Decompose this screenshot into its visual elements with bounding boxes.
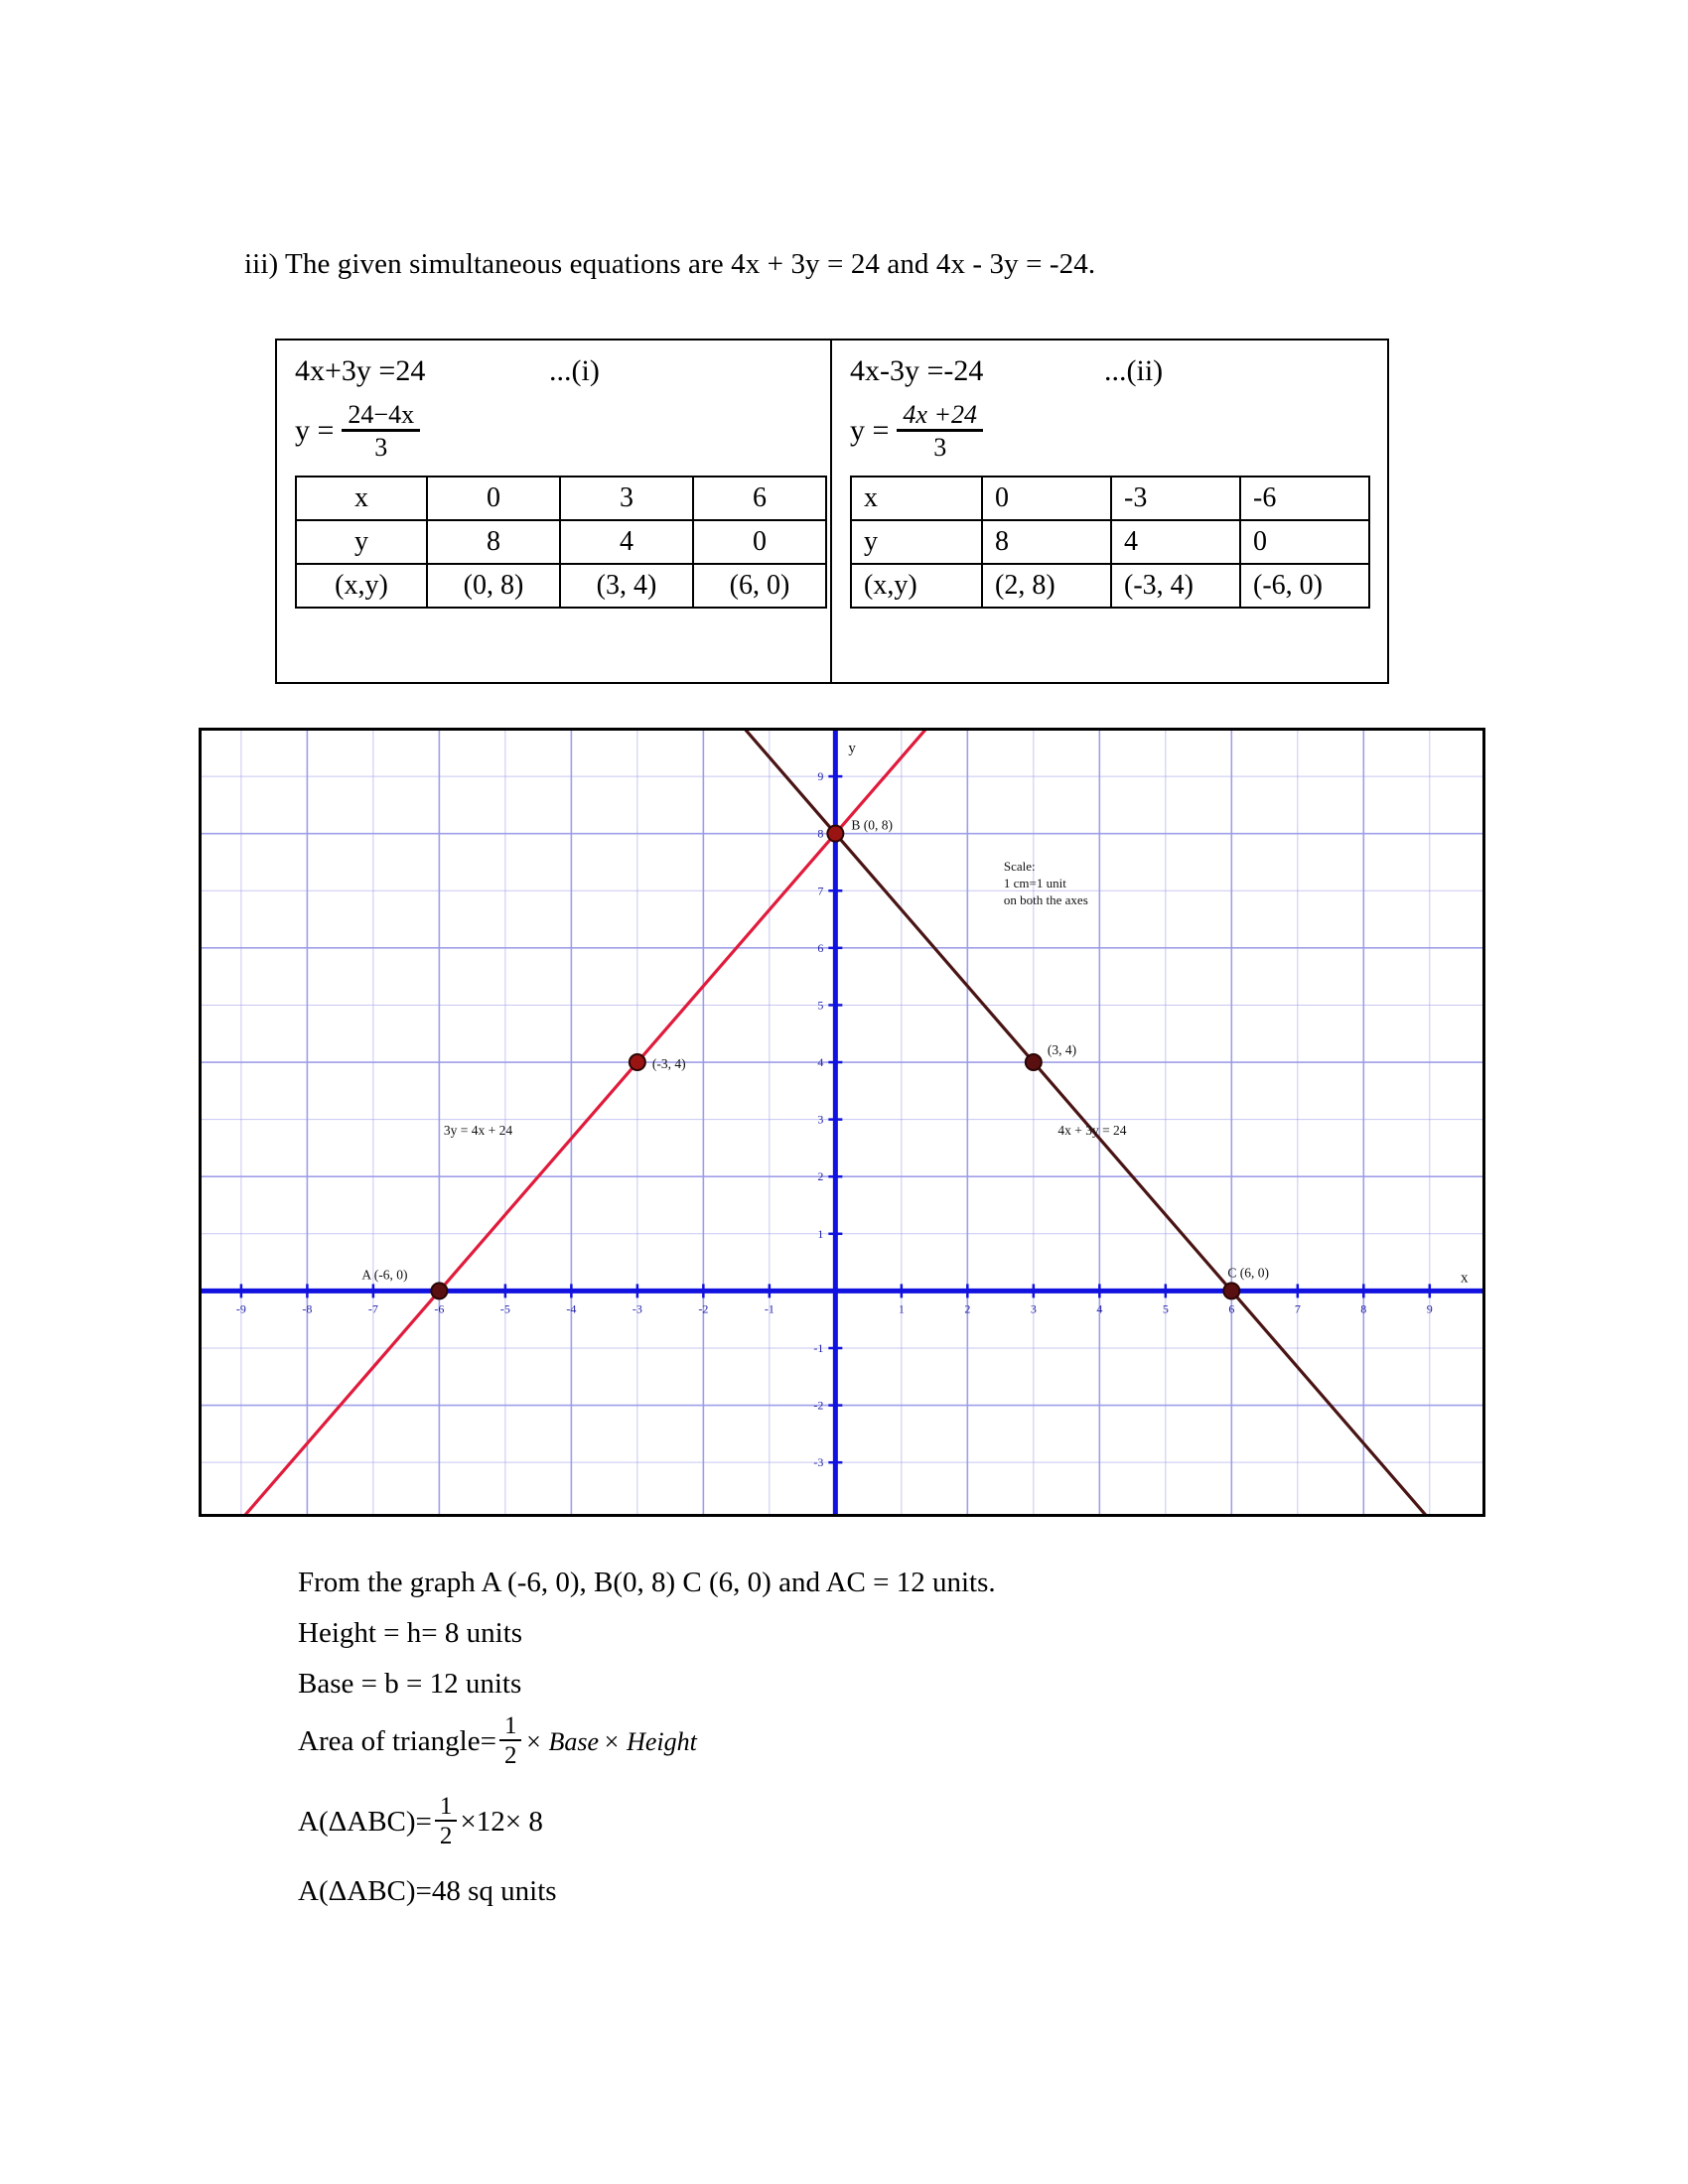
svg-text:4: 4: [1096, 1301, 1103, 1316]
conclusion-block: [298, 1567, 1390, 1926]
svg-text:6: 6: [1228, 1301, 1235, 1316]
data-point: [827, 826, 843, 842]
cell: (x,y): [851, 564, 982, 608]
svg-text:5: 5: [1162, 1301, 1169, 1316]
svg-text:8: 8: [1360, 1301, 1367, 1316]
svg-text:3: 3: [817, 1112, 824, 1127]
scale-note-line: on both the axes: [1003, 892, 1088, 908]
area-formula-fraction: [499, 1713, 522, 1768]
cell: 0: [982, 477, 1111, 520]
intro-statement: iii) The given simultaneous equations are 4x + 3y = 24 and 4x - 3y = -24.: [244, 248, 1096, 280]
svg-text:8: 8: [817, 826, 824, 841]
svg-text:7: 7: [1294, 1301, 1301, 1316]
table-row: [296, 477, 826, 520]
cell: (6, 0): [693, 564, 826, 608]
cell: 6: [693, 477, 826, 520]
area-substitution-label: A(ΔABC)=: [298, 1806, 432, 1838]
graph-annotations: [361, 818, 1269, 1283]
annotation-label: (3, 4): [1047, 1042, 1077, 1058]
svg-text:3: 3: [1030, 1301, 1037, 1316]
data-point: [630, 1054, 645, 1070]
equation-i-lhs: y =: [295, 414, 335, 447]
area-formula-height-term: × Height: [603, 1726, 697, 1756]
table-row: [296, 520, 826, 564]
svg-text:-1: -1: [813, 1340, 824, 1355]
svg-text:6: 6: [817, 940, 824, 955]
area-formula-label: Area of triangle=: [298, 1725, 496, 1757]
value-table-ii: [850, 476, 1370, 609]
table-row: [296, 564, 826, 608]
equation-panel-i: [277, 341, 832, 682]
svg-text:1: 1: [898, 1301, 905, 1316]
height-line: Height = h= 8 units: [298, 1617, 523, 1649]
equation-ii-tag: ...(ii): [1104, 354, 1164, 387]
svg-text:9: 9: [1426, 1301, 1433, 1316]
data-point: [1026, 1054, 1042, 1070]
data-point: [1223, 1283, 1239, 1298]
equation-ii-text: 4x-3y =-24: [850, 354, 984, 387]
equation-i-numerator: 24−4x: [342, 401, 420, 432]
base-line: Base = b = 12 units: [298, 1668, 522, 1700]
equation-ii-numerator: 4x +24: [897, 401, 983, 432]
svg-text:4: 4: [817, 1055, 824, 1070]
svg-text:2: 2: [817, 1169, 824, 1184]
svg-text:-8: -8: [302, 1301, 313, 1316]
equation-ii-denominator: 3: [933, 433, 947, 462]
equation-i-fraction: [342, 401, 420, 461]
annotation-label: (-3, 4): [651, 1056, 686, 1072]
equation-i-denominator: 3: [374, 433, 388, 462]
y-axis-label: y: [848, 741, 856, 756]
svg-text:7: 7: [817, 884, 824, 898]
svg-text:5: 5: [817, 998, 824, 1013]
x-axis-label: x: [1461, 1270, 1469, 1287]
annotation-label: B (0, 8): [851, 817, 893, 833]
equation-ii-header: [850, 354, 1369, 388]
annotation-label: 4x + 3y = 24: [1057, 1123, 1127, 1139]
cell: 0: [1240, 520, 1369, 564]
svg-text:-1: -1: [764, 1301, 774, 1316]
cell: y: [296, 520, 427, 564]
annotation-label: C (6, 0): [1227, 1265, 1269, 1281]
cell: (0, 8): [427, 564, 560, 608]
svg-text:-2: -2: [813, 1398, 824, 1413]
series-line: [637, 731, 1470, 1514]
area-substitution-denominator: 2: [439, 1823, 453, 1849]
table-row: [851, 477, 1369, 520]
area-formula-numerator: 1: [499, 1713, 522, 1741]
plotted-lines: [241, 731, 1470, 1514]
scale-note-line: Scale:: [1003, 859, 1036, 875]
coordinate-graph: [199, 728, 1485, 1517]
equation-i-tag: ...(i): [549, 354, 600, 387]
cell: (2, 8): [982, 564, 1111, 608]
svg-text:-7: -7: [367, 1301, 378, 1316]
grid-lines: [202, 731, 1482, 1514]
equation-i-solved: [295, 392, 812, 470]
equation-ii-fraction: [897, 401, 983, 461]
equation-i-text: 4x+3y =24: [295, 354, 426, 387]
value-table-i: [295, 476, 827, 609]
cell: 4: [560, 520, 693, 564]
from-graph-line: From the graph A (-6, 0), B(0, 8) C (6, 0) and AC = 12 units.: [298, 1567, 996, 1598]
svg-text:-9: -9: [235, 1301, 246, 1316]
area-result-line: A(ΔABC)=48 sq units: [298, 1875, 557, 1907]
table-row: [851, 564, 1369, 608]
data-point: [431, 1283, 447, 1298]
cell: (-6, 0): [1240, 564, 1369, 608]
area-substitution-numerator: 1: [435, 1794, 458, 1822]
scale-note: [1004, 859, 1088, 907]
equation-i-header: [295, 354, 812, 388]
svg-text:-2: -2: [698, 1301, 709, 1316]
equation-panel-ii: [832, 341, 1387, 682]
cell: 4: [1111, 520, 1240, 564]
annotation-label: 3y = 4x + 24: [443, 1123, 513, 1139]
svg-text:-6: -6: [434, 1301, 445, 1316]
area-formula-denominator: 2: [503, 1742, 517, 1769]
area-formula-line: [298, 1714, 1390, 1769]
svg-text:2: 2: [964, 1301, 971, 1316]
cell: 8: [982, 520, 1111, 564]
cell: 0: [427, 477, 560, 520]
area-formula-base-term: × Base: [524, 1726, 600, 1756]
equation-tables-container: [275, 339, 1389, 684]
cell: 0: [693, 520, 826, 564]
cell: x: [296, 477, 427, 520]
cell: (x,y): [296, 564, 427, 608]
area-substitution-values: ×12× 8: [460, 1806, 543, 1838]
annotation-label: A (-6, 0): [361, 1267, 408, 1283]
area-substitution-fraction: [435, 1794, 458, 1848]
area-substitution-line: [298, 1795, 1390, 1849]
cell: -6: [1240, 477, 1369, 520]
svg-text:-3: -3: [632, 1301, 642, 1316]
svg-text:-3: -3: [813, 1455, 824, 1470]
cell: 3: [560, 477, 693, 520]
cell: 8: [427, 520, 560, 564]
cell: (-3, 4): [1111, 564, 1240, 608]
cell: y: [851, 520, 982, 564]
equation-ii-lhs: y =: [850, 414, 890, 447]
cell: x: [851, 477, 982, 520]
axes: [202, 731, 1482, 1514]
cell: (3, 4): [560, 564, 693, 608]
svg-text:1: 1: [817, 1226, 824, 1241]
svg-text:-5: -5: [499, 1301, 510, 1316]
equation-ii-solved: [850, 392, 1369, 470]
svg-text:-4: -4: [566, 1301, 577, 1316]
table-row: [851, 520, 1369, 564]
scale-note-line: 1 cm=1 unit: [1003, 876, 1066, 891]
cell: -3: [1111, 477, 1240, 520]
svg-text:9: 9: [817, 769, 824, 784]
graph-svg: [202, 731, 1482, 1514]
